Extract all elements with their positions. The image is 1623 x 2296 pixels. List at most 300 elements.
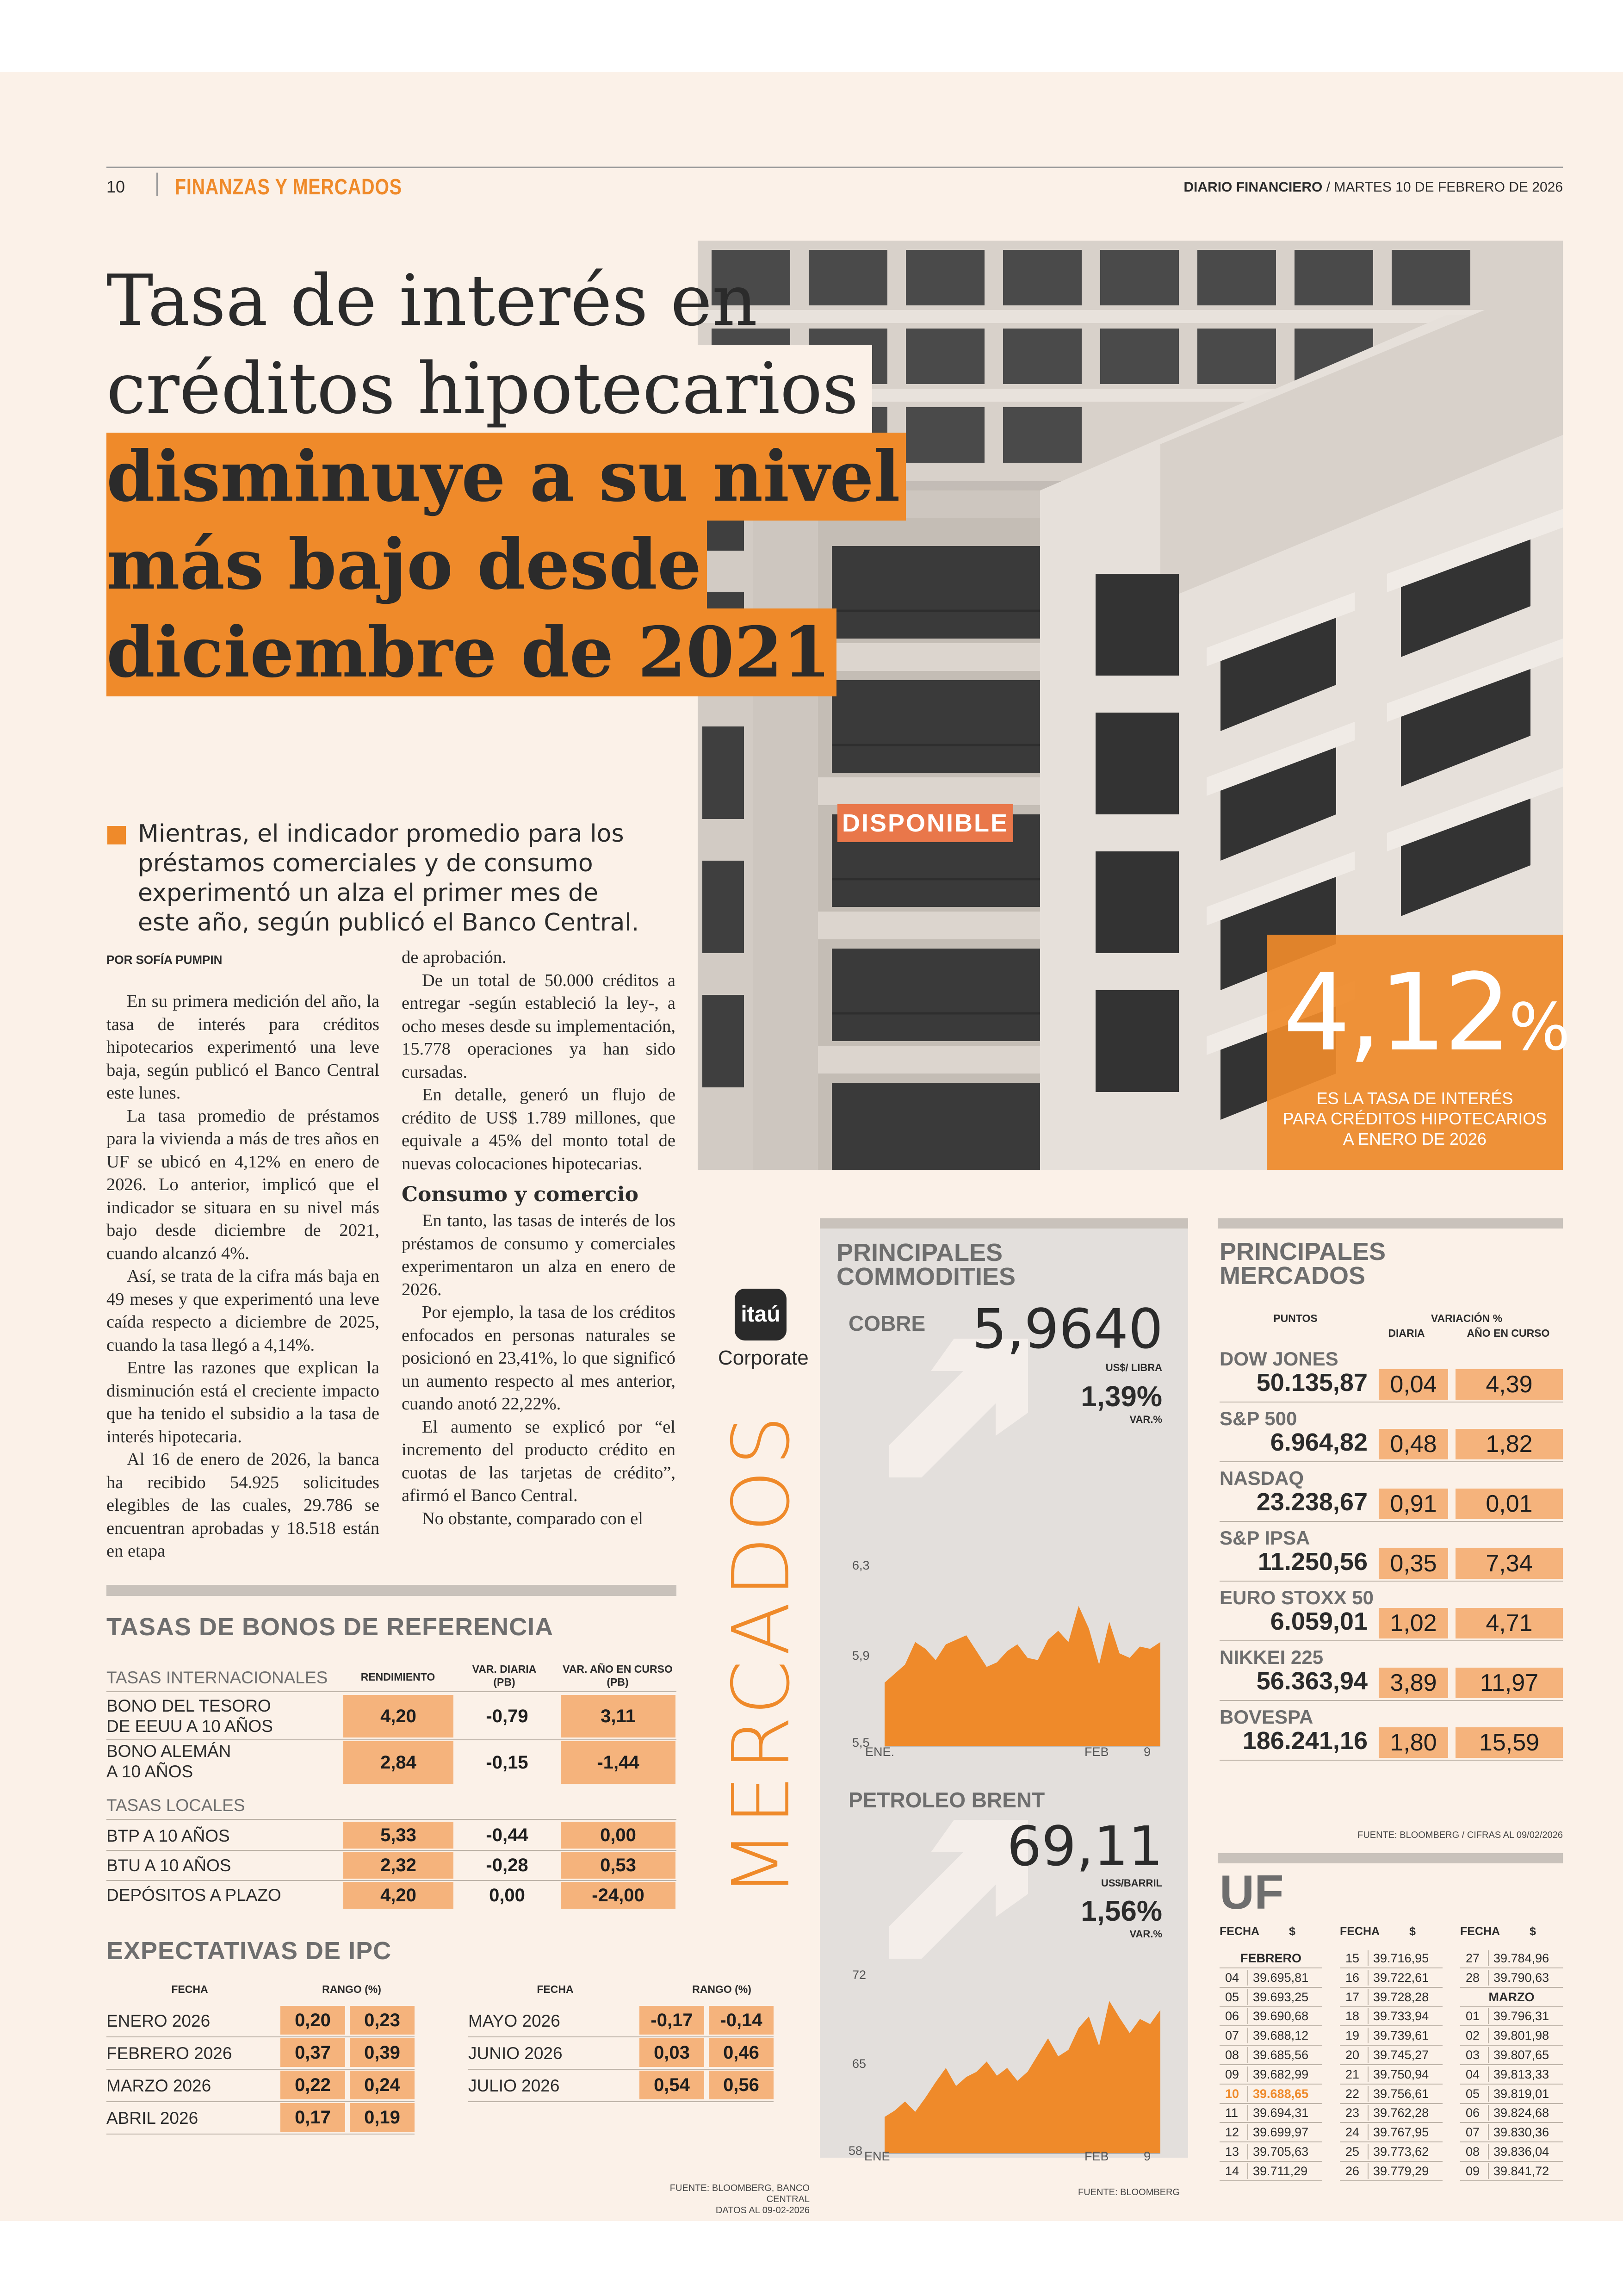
bond-value: 2,32 [343,1852,453,1879]
uf-separator [1368,2124,1369,2140]
divider [1220,1521,1563,1522]
ipc-high: 0,19 [350,2103,415,2132]
divider [106,1739,676,1740]
bond-name-line: A 10 AÑOS [106,1762,193,1781]
uf-day: 04 [1466,2067,1480,2081]
divider [468,2069,774,2070]
local-label: TASAS LOCALES [106,1796,245,1815]
divider [1220,1760,1563,1761]
market-daily: 1,02 [1379,1608,1448,1638]
big-rate-value: 4,12 [1283,951,1509,1075]
x-tick-end-month: FEB [1084,2149,1109,2163]
uf-value: 39.688,12 [1253,2029,1309,2043]
uf-separator [1368,2047,1369,2063]
bond-value: 4,20 [343,1695,453,1738]
bond-name-line: BONO ALEMÁN [106,1742,231,1761]
ipc-high: 0,56 [709,2071,774,2099]
ipc-low: 0,03 [639,2038,704,2067]
uf-value: 39.688,65 [1253,2086,1309,2101]
y-tick: 72 [852,1968,867,1982]
market-daily: 0,91 [1379,1489,1448,1519]
ipc-low: -0,17 [639,2006,704,2035]
bond-name [106,1741,231,1782]
body-column-1 [106,990,379,1563]
divider [106,1819,676,1820]
title-line: PRINCIPALES [1220,1238,1386,1266]
market-name: DOW JONES [1220,1348,1338,1370]
market-name: EURO STOXX 50 [1220,1587,1374,1608]
uf-day: 08 [1466,2145,1480,2159]
x-tick-start: ENE [864,2149,890,2163]
header-rule [106,167,1563,168]
uf-day: 25 [1345,2145,1360,2159]
bond-value: 2,84 [343,1741,453,1784]
uf-col-value: $ [1530,1925,1536,1938]
uf-value: 39.716,95 [1373,1951,1429,1965]
uf-value: 39.762,28 [1373,2106,1429,2120]
uf-separator [1247,1989,1248,2005]
ipc-high: 0,23 [350,2006,415,2035]
uf-day: 07 [1225,2029,1239,2043]
issue-date: / MARTES 10 DE FEBRERO DE 2026 [1322,180,1563,195]
uf-separator [1368,2144,1369,2159]
big-rate-caption [1267,1088,1563,1149]
area-series [885,2001,1160,2153]
uf-separator [1247,2028,1248,2043]
ipc-month: JULIO 2026 [468,2076,560,2095]
bond-value: 4,20 [343,1882,453,1909]
uf-separator [1488,2124,1489,2140]
headline-line-3: disminuye a su nivel [106,433,906,521]
market-ytd: 7,34 [1456,1548,1563,1579]
uf-day: 28 [1466,1970,1480,1985]
paragraph: No obstante, comparado con el [422,1508,643,1528]
uf-month-mar: MARZO [1488,1990,1535,2004]
ipc-high: -0,14 [709,2006,774,2035]
uf-day: 09 [1225,2067,1239,2081]
uf-day: 24 [1345,2125,1360,2140]
bond-value: -0,28 [486,1855,528,1875]
caption-line-2: PARA CRÉDITOS HIPOTECARIOS [1282,1109,1547,1128]
brent-value: 69,11 [1007,1814,1163,1878]
market-daily: 3,89 [1379,1668,1448,1698]
brent-name: PETROLEO BRENT [849,1788,1045,1812]
uf-col-fecha: FECHA [1460,1925,1500,1938]
divider [106,2101,415,2102]
cobre-value: 5,9640 [972,1297,1163,1361]
x-tick-end-day: 9 [1144,1745,1151,1759]
uf-value: 39.801,98 [1493,2029,1549,2043]
uf-col-value: $ [1409,1925,1416,1938]
ipc-high: 0,39 [350,2038,415,2067]
publication-name: DIARIO FINANCIERO [1183,180,1323,195]
market-name: BOVESPA [1220,1706,1313,1728]
uf-separator [1368,2105,1369,2121]
uf-day: 05 [1466,2086,1480,2101]
uf-value: 39.807,65 [1493,2048,1549,2062]
uf-row [1460,1987,1563,2007]
col-variacion: VARIACIÓN % [1431,1312,1503,1324]
markets-source: FUENTE: BLOOMBERG / CIFRAS AL 09/02/2026 [1357,1830,1563,1840]
ipc-month: ENERO 2026 [106,2011,211,2030]
title-line: COMMODITIES [836,1263,1016,1291]
divider [106,2069,415,2070]
paragraph: Al 16 de enero de 2026, la banca ha recibido 54.925 solicitudes elegibles de las cuales, 29.786 se encuentran aprobadas y 18.518 están en etapa [106,1450,379,1561]
bond-value: 0,00 [561,1822,675,1849]
headline-line-5: diciembre de 2021 [106,608,836,696]
ipc-month: MARZO 2026 [106,2076,211,2095]
market-ytd: 15,59 [1456,1727,1563,1758]
bond-value: -0,79 [486,1706,528,1726]
big-rate-unit: % [1509,990,1571,1065]
ipc-low: 0,17 [280,2103,345,2132]
lead-text: Mientras, el indicador promedio para los préstamos comerciales y de consumo experimentó un alza el primer mes de este año, según publicó el Banco Central. [138,820,639,937]
itau-logo: itaú [735,1289,787,1340]
x-tick-start: ENE. [865,1745,895,1759]
divider [106,1850,676,1851]
y-tick: 65 [852,2057,867,2071]
ipc-low: 0,37 [280,2038,345,2067]
divider [106,1880,676,1881]
uf-separator [1488,2163,1489,2179]
bond-value: -24,00 [561,1882,675,1909]
page-number: 10 [106,177,125,196]
uf-value: 39.739,61 [1373,2029,1429,2043]
header-divider [156,173,158,196]
col-anio: AÑO EN CURSO [1467,1327,1550,1339]
ipc-month: ABRIL 2026 [106,2109,198,2128]
paragraph: Así, se trata de la cifra más baja en 49 meses y que experimentó una leve caída respecto a diciembre de 2025, cuando la tasa llegó a 4,14%. [106,1266,379,1355]
vertical-mercados: MERCADOS [716,1411,807,1898]
masthead-date [1183,180,1563,195]
paragraph: En detalle, generó un flujo de crédito de US$ 1.789 millones, que equivale a 45% del monto total de nuevas colocaciones hipotecarias. [402,1085,675,1173]
bond-value: -0,44 [486,1825,528,1845]
divider [106,1691,676,1692]
cobre-var-label: VAR.% [1129,1414,1162,1425]
uf-separator [1488,2066,1489,2082]
headline-line-1: Tasa de interés en [106,260,758,341]
uf-separator [1488,2144,1489,2159]
uf-value: 39.685,56 [1253,2048,1309,2062]
bonds-bar [106,1585,676,1596]
uf-day: 11 [1225,2106,1239,2120]
market-points: 23.238,67 [1256,1488,1368,1516]
uf-value: 39.750,94 [1373,2067,1429,2081]
intl-label: TASAS INTERNACIONALES [106,1668,328,1687]
uf-value: 39.728,28 [1373,1990,1429,2004]
uf-col-value: $ [1289,1925,1295,1938]
col-var-diaria: VAR. DIARIA (PB) [472,1663,537,1688]
cobre-chart [875,1542,1162,1755]
uf-day: 17 [1345,1990,1360,2004]
uf-value: 39.733,94 [1373,2009,1429,2023]
paragraph: El aumento se explicó por “el incremento del producto crédito en cuotas de las tarjetas de crédito”, afirmó el Banco Central. [402,1417,675,1505]
uf-separator [1247,2105,1248,2121]
section-label: FINANZAS Y MERCADOS [175,175,402,199]
uf-value: 39.745,27 [1373,2048,1429,2062]
uf-col-fecha: FECHA [1220,1925,1260,1938]
divider [1220,1461,1563,1462]
commodities-source: FUENTE: BLOOMBERG [1078,2187,1180,2197]
ipc-low: 0,22 [280,2071,345,2099]
commodities-title [836,1241,1016,1289]
ipc-high: 0,46 [709,2038,774,2067]
uf-day: 27 [1466,1951,1480,1965]
headline-line-2: créditos hipotecarios [106,348,859,429]
uf-value: 39.824,68 [1493,2106,1549,2120]
uf-value: 39.711,29 [1253,2164,1308,2178]
market-ytd: 0,01 [1456,1489,1563,1519]
bond-value: 3,11 [561,1695,675,1738]
ipc-month: JUNIO 2026 [468,2044,563,2063]
bond-name: DEPÓSITOS A PLAZO [106,1886,281,1905]
paragraph: En su primera medición del año, la tasa de interés para créditos hipotecarios experimentó una leve baja, según publicó el Banco Central este lunes. [106,992,379,1103]
uf-day: 20 [1345,2048,1360,2062]
divider [1220,1700,1563,1701]
uf-value: 39.690,68 [1253,2009,1309,2023]
uf-value: 39.767,95 [1373,2125,1429,2140]
x-tick-end-month: FEB [1084,1745,1109,1759]
headline-line-4: más bajo desde [106,521,707,608]
bond-value: -1,44 [561,1741,675,1784]
uf-day: 03 [1466,2048,1480,2062]
uf-day: 26 [1345,2164,1360,2178]
ipc-low: 0,20 [280,2006,345,2035]
ipc-month: FEBRERO 2026 [106,2044,232,2063]
uf-separator [1368,1970,1369,1986]
uf-value: 39.694,31 [1253,2106,1309,2120]
uf-value: 39.841,72 [1493,2164,1549,2178]
bond-name [106,1696,273,1737]
uf-separator [1488,2105,1489,2121]
col-var-anio: VAR. AÑO EN CURSO (PB) [563,1663,673,1688]
uf-row [1220,1948,1322,1968]
uf-separator [1247,2086,1248,2102]
brent-var: 1,56% [1081,1895,1162,1927]
uf-separator [1488,2008,1489,2024]
bond-value: 5,33 [343,1822,453,1849]
uf-day: 08 [1225,2048,1239,2062]
uf-day: 06 [1225,2009,1239,2023]
itau-sub: Corporate [718,1347,809,1369]
uf-day: 12 [1225,2125,1239,2140]
ipc-col-rango: RANGO (%) [322,1983,381,1995]
bond-name-line: BONO DEL TESORO [106,1696,271,1715]
bond-name: BTU A 10 AÑOS [106,1856,231,1875]
market-daily: 0,04 [1379,1369,1448,1400]
col-rendimiento: RENDIMIENTO [360,1671,435,1683]
cobre-var: 1,39% [1081,1381,1162,1413]
byline: POR SOFÍA PUMPIN [106,953,223,967]
uf-day: 15 [1345,1951,1360,1965]
market-name: S&P 500 [1220,1408,1297,1429]
uf-separator [1488,2047,1489,2063]
uf-day: 07 [1466,2125,1480,2140]
uf-day: 04 [1225,1970,1239,1985]
paragraph: En tanto, las tasas de interés de los préstamos de consumo y comerciales experimentaron un alza en enero de 2026. [402,1211,675,1299]
body-column-2 [402,946,675,1530]
market-name: S&P IPSA [1220,1527,1310,1549]
uf-separator [1247,1970,1248,1986]
headline [106,257,906,696]
uf-day: 16 [1345,1970,1360,1985]
uf-separator [1247,2047,1248,2063]
markets-bar [1218,1218,1563,1229]
uf-separator [1247,2163,1248,2179]
ipc-col-fecha-2: FECHA [537,1983,574,1995]
uf-separator [1488,1950,1489,1966]
uf-value: 39.705,63 [1253,2145,1309,2159]
market-points: 6.964,82 [1270,1428,1368,1456]
market-daily: 1,80 [1379,1727,1448,1758]
uf-day: 19 [1345,2029,1360,2043]
uf-day: 18 [1345,2009,1360,2023]
uf-day: 22 [1345,2086,1360,2101]
market-ytd: 4,39 [1456,1369,1563,1400]
uf-separator [1368,1989,1369,2005]
ipc-col-rango-2: RANGO (%) [692,1983,751,1995]
uf-value: 39.773,62 [1373,2145,1429,2159]
commodities-panel [820,1218,1188,2163]
uf-separator [1368,2066,1369,2082]
ipc-month: MAYO 2026 [468,2011,560,2030]
brent-chart [875,1954,1162,2153]
lead-bullet [107,826,126,844]
market-ytd: 4,71 [1456,1608,1563,1638]
uf-separator [1368,1950,1369,1966]
uf-value: 39.830,36 [1493,2125,1549,2140]
market-daily: 0,35 [1379,1548,1448,1579]
uf-separator [1488,2028,1489,2043]
uf-value: 39.756,61 [1373,2086,1429,2101]
market-points: 50.135,87 [1256,1369,1368,1396]
disponible-sign: DISPONIBLE [842,809,1009,837]
ipc-high: 0,24 [350,2071,415,2099]
market-points: 56.363,94 [1256,1667,1368,1695]
uf-separator [1488,1970,1489,1986]
caption-line-3: A ENERO DE 2026 [1343,1129,1487,1148]
market-name: NIKKEI 225 [1220,1646,1324,1668]
uf-separator [1488,2086,1489,2102]
uf-separator [1368,2008,1369,2024]
title-line: MERCADOS [1220,1262,1366,1290]
uf-day: 13 [1225,2145,1239,2159]
divider [468,2036,774,2037]
market-ytd: 11,97 [1456,1668,1563,1698]
bond-value: -0,15 [486,1752,528,1773]
bond-value: 0,00 [489,1885,525,1905]
markets-title [1220,1240,1386,1288]
brent-unit: US$/BARRIL [1101,1877,1162,1889]
cobre-unit: US$/ LIBRA [1105,1362,1162,1373]
uf-value: 39.682,99 [1253,2067,1309,2081]
market-points: 11.250,56 [1258,1548,1368,1576]
bonds-title: TASAS DE BONOS DE REFERENCIA [106,1613,554,1641]
commodities-bar [820,1218,1188,1229]
uf-separator [1247,2144,1248,2159]
uf-month-feb: FEBRERO [1240,1951,1301,1965]
uf-day: 02 [1466,2029,1480,2043]
col-puntos: PUNTOS [1273,1312,1318,1324]
area-series [885,1606,1160,1746]
uf-separator [1368,2163,1369,2179]
market-points: 186.241,16 [1242,1727,1368,1755]
divider [1220,1581,1563,1582]
ipc-source [625,2183,810,2216]
uf-value: 39.796,31 [1493,2009,1549,2023]
y-tick: 58 [849,2144,863,2158]
uf-value: 39.779,29 [1373,2164,1429,2178]
uf-value: 39.699,97 [1253,2125,1309,2140]
uf-day: 10 [1225,2086,1239,2101]
divider [106,2134,415,2135]
uf-day: 09 [1466,2164,1480,2178]
subhead: Consumo y comercio [402,1183,638,1206]
uf-value: 39.813,33 [1493,2067,1549,2081]
ipc-low: 0,54 [639,2071,704,2099]
big-rate [1283,951,1571,1075]
uf-day: 14 [1225,2164,1239,2178]
uf-col-fecha: FECHA [1340,1925,1380,1938]
uf-value: 39.790,63 [1493,1970,1549,1985]
uf-day: 01 [1466,2009,1480,2023]
uf-separator [1247,2008,1248,2024]
ipc-title: EXPECTATIVAS DE IPC [106,1937,392,1965]
caption-line-1: ES LA TASA DE INTERÉS [1316,1089,1513,1108]
x-tick-end-day: 9 [1144,2149,1151,2163]
market-name: NASDAQ [1220,1467,1304,1489]
newspaper-page [0,72,1623,2221]
uf-value: 39.819,01 [1493,2086,1549,2101]
uf-day: 23 [1345,2106,1360,2120]
uf-value: 39.836,04 [1493,2145,1549,2159]
col-diaria: DIARIA [1388,1327,1425,1339]
uf-title: UF [1220,1866,1284,1919]
uf-value: 39.693,25 [1253,1990,1309,2004]
source-line: FUENTE: BLOOMBERG, BANCO CENTRAL [669,2183,810,2204]
divider [106,2036,415,2037]
y-tick: 5,5 [852,1736,870,1750]
ipc-col-fecha: FECHA [171,1983,208,1995]
cobre-name: COBRE [849,1311,926,1335]
uf-separator [1368,2028,1369,2043]
uf-day: 05 [1225,1990,1239,2004]
bond-value: 0,53 [561,1852,675,1879]
uf-bar [1218,1853,1563,1863]
y-tick: 5,9 [852,1649,870,1663]
uf-value: 39.695,81 [1253,1970,1309,1985]
uf-day: 06 [1466,2106,1480,2120]
source-line: DATOS AL 09-02-2026 [715,2205,810,2215]
uf-separator [1247,2066,1248,2082]
uf-separator [1368,2086,1369,2102]
title-line: PRINCIPALES [836,1239,1003,1266]
bond-name-line: DE EEUU A 10 AÑOS [106,1717,273,1736]
divider [468,2101,774,2102]
y-tick: 6,3 [852,1558,870,1572]
uf-value: 39.722,61 [1373,1970,1429,1985]
paragraph: de aprobación. [402,948,507,967]
uf-day: 21 [1345,2067,1360,2081]
paragraph: Entre las razones que explican la disminución está el creciente impacto que ha tenido el subsidio a la tasa de interés hipotecaria. [106,1358,379,1446]
market-points: 6.059,01 [1270,1607,1368,1635]
brent-var-label: VAR.% [1129,1928,1162,1940]
bond-name: BTP A 10 AÑOS [106,1826,230,1845]
uf-value: 39.784,96 [1493,1951,1549,1965]
market-ytd: 1,82 [1456,1429,1563,1459]
paragraph: La tasa promedio de préstamos para la vivienda a más de tres años en UF se ubicó en 4,12% en enero de 2026. Lo anterior, implicó que el indicador se situara en su nivel más bajo desde diciembre de 2021, cuando alcanzó 4%. [106,1106,379,1263]
paragraph: De un total de 50.000 créditos a entregar -según estableció la ley-, a ocho meses desde su implementación, 15.778 operaciones ya han sido cursadas. [402,970,675,1082]
